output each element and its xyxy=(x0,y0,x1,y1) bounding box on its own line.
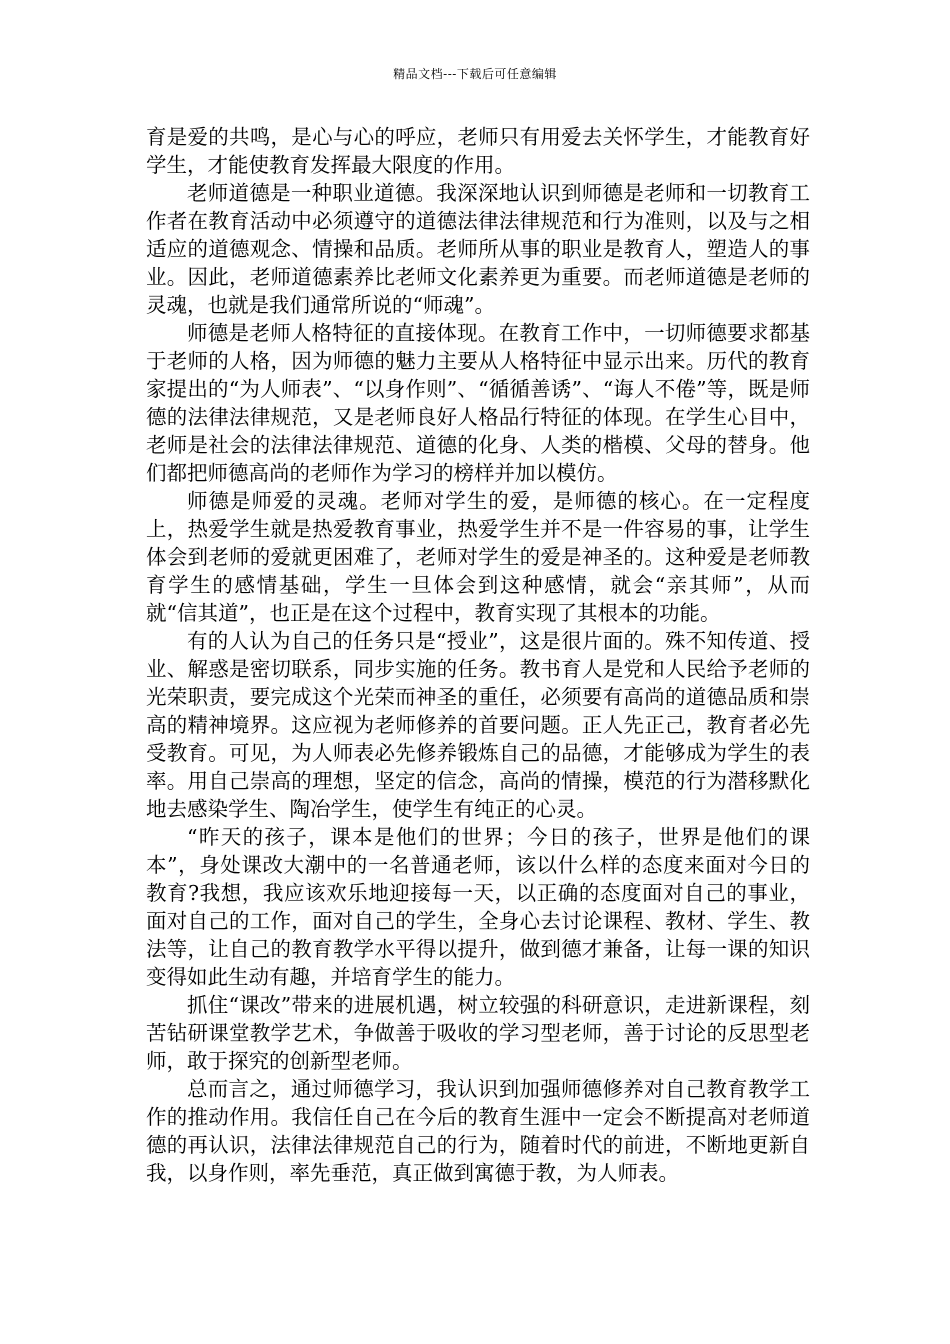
paragraph-6: “昨天的孩子，课本是他们的世界；今日的孩子，世界是他们的课本”，身处课改大潮中的一名普通老师，该以什么样的态度来面对今日的教育?我想，我应该欢乐地迎接每一天，以正确的态度面对自己的事业，面对自己的工作，面对自己的学生，全身心去讨论课程、教材、学生、教法等，让自己的教育教学水平得以提升，做到德才兼备，让每一课的知识变得如此生动有趣，并培育学生的能力。 xyxy=(146,825,810,989)
page-header: 精品文档---下载后可任意编辑 xyxy=(393,67,557,81)
paragraph-8: 总而言之，通过师德学习，我认识到加强师德修养对自己教育教学工作的推动作用。我信任自己在今后的教育生涯中一定会不断提高对老师道德的再认识，法律法律规范自己的行为，随着时代的前进，不断地更新自我，以身作则，率先垂范，真正做到寓德于教，为人师表。 xyxy=(146,1077,810,1185)
document-body xyxy=(146,123,810,1187)
paragraph-5: 有的人认为自己的任务只是“授业”，这是很片面的。殊不知传道、授业、解惑是密切联系，同步实施的任务。教书育人是党和人民给予老师的光荣职责，要完成这个光荣而神圣的重任，必须要有高尚的道德品质和崇高的精神境界。这应视为老师修养的首要问题。正人先正己，教育者必先受教育。可见，为人师表必先修养锻炼自己的品德，才能够成为学生的表率。用自己崇高的理想，坚定的信念，高尚的情操，模范的行为潜移默化地去感染学生、陶冶学生，使学生有纯正的心灵。 xyxy=(146,629,810,821)
paragraph-7: 抓住“课改”带来的进展机遇，树立较强的科研意识，走进新课程，刻苦钻研课堂教学艺术，争做善于吸收的学习型老师，善于讨论的反思型老师，敢于探究的创新型老师。 xyxy=(146,993,810,1073)
paragraph-2: 老师道德是一种职业道德。我深深地认识到师德是老师和一切教育工作者在教育活动中必须遵守的道德法律法律规范和行为准则，以及与之相适应的道德观念、情操和品质。老师所从事的职业是教育人，塑造人的事业。因此，老师道德素养比老师文化素养更为重要。而老师道德是老师的灵魂，也就是我们通常所说的“师魂”。 xyxy=(146,181,810,317)
paragraph-3: 师德是老师人格特征的直接体现。在教育工作中，一切师德要求都基于老师的人格，因为师德的魅力主要从人格特征中显示出来。历代的教育家提出的“为人师表”、“以身作则”、“循循善诱”、“诲人不倦”等，既是师德的法律法律规范，又是老师良好人格品行特征的体现。在学生心目中，老师是社会的法律法律规范、道德的化身、人类的楷模、父母的替身。他们都把师德高尚的老师作为学习的榜样并加以模仿。 xyxy=(146,321,810,485)
paragraph-1: 育是爱的共鸣，是心与心的呼应，老师只有用爱去关怀学生，才能教育好学生，才能使教育发挥最大限度的作用。 xyxy=(146,125,810,177)
paragraph-4: 师德是师爱的灵魂。老师对学生的爱，是师德的核心。在一定程度上，热爱学生就是热爱教育事业，热爱学生并不是一件容易的事，让学生体会到老师的爱就更困难了，老师对学生的爱是神圣的。这种爱是老师教育学生的感情基础，学生一旦体会到这种感情，就会“亲其师”，从而就“信其道”，也正是在这个过程中，教育实现了其根本的功能。 xyxy=(146,489,810,625)
